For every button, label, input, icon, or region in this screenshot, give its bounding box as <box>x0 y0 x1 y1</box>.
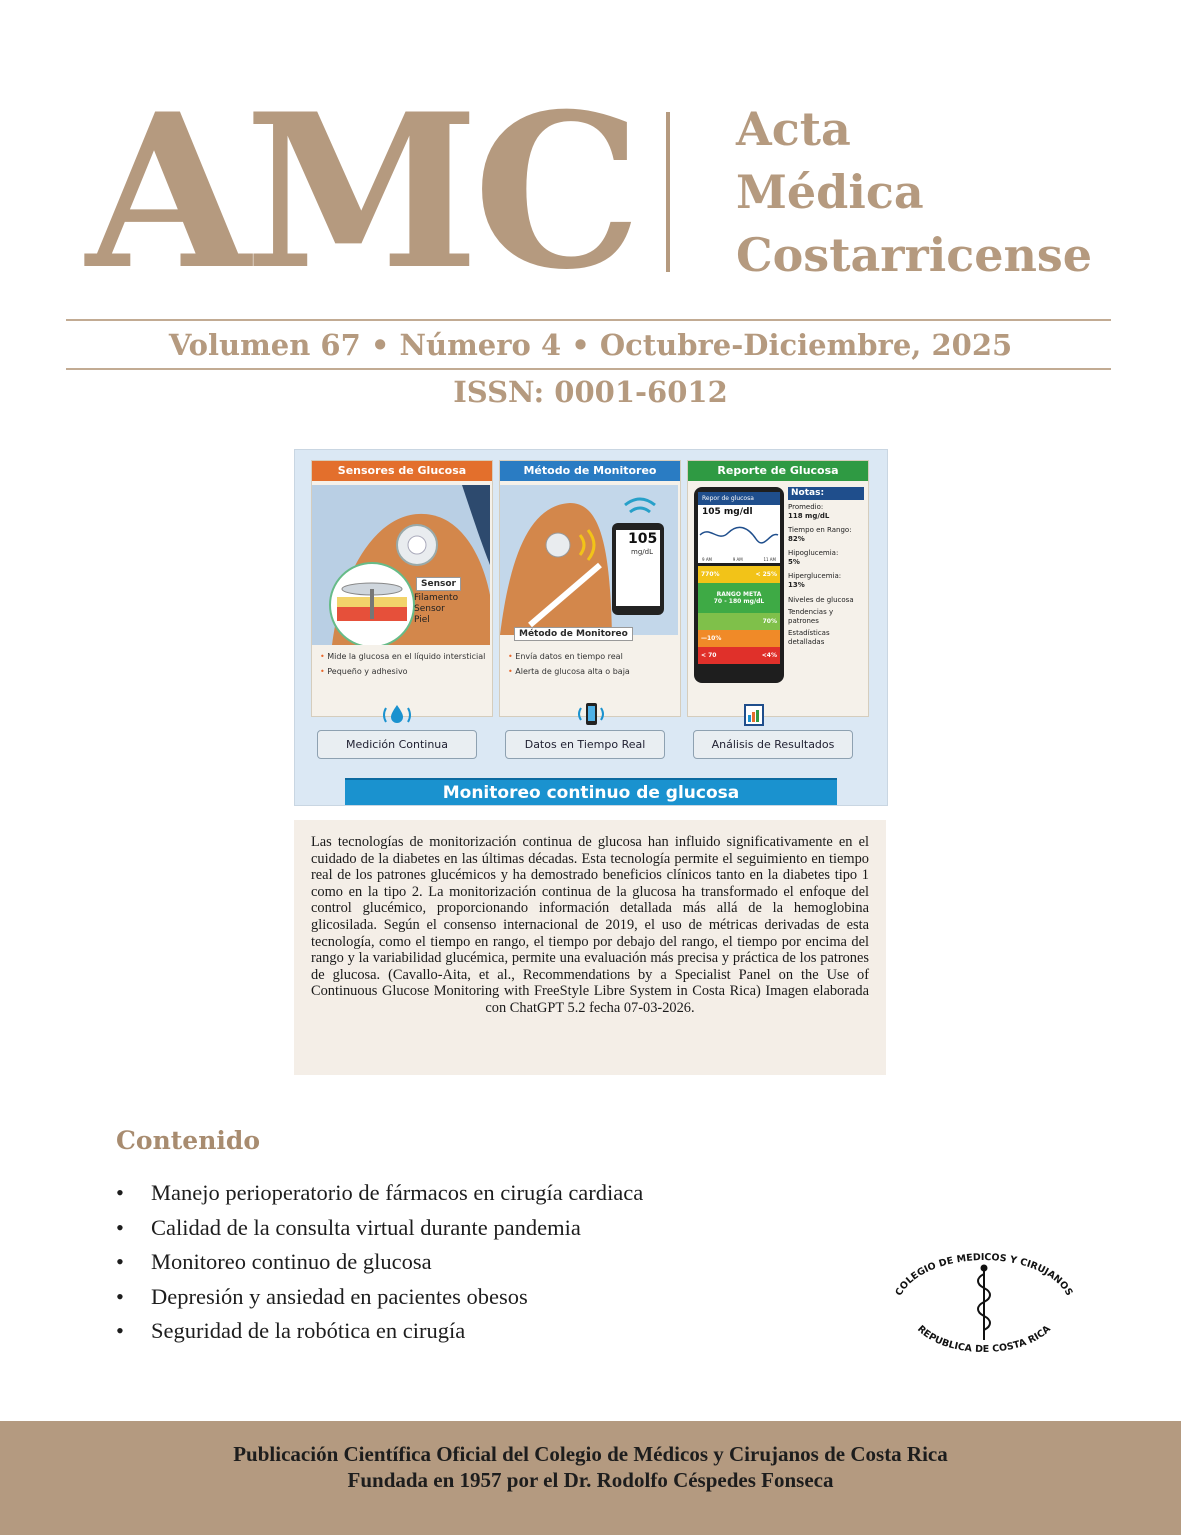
extra-bullet-item: Estadísticas detalladas <box>788 629 830 646</box>
panel-body <box>500 481 680 716</box>
chart-time: 11 AM <box>763 557 776 562</box>
chart-time: 9 AM <box>702 557 713 562</box>
range-band <box>698 647 780 664</box>
note-value: 5% <box>788 558 800 566</box>
note-item <box>788 572 864 590</box>
phone-reading-unit: mg/dL <box>631 548 653 556</box>
phone-header: Repor de glucosa <box>698 492 780 505</box>
label-sensor-2: Sensor <box>414 604 445 614</box>
contents-item: • Seguridad de la robótica en cirugía <box>116 1318 466 1343</box>
bullet-item: • Alerta de glucosa alta o baja <box>508 666 674 677</box>
journal-name-line: Médica <box>736 165 924 219</box>
range-band-left: RANGO META <box>716 591 762 598</box>
extra-bullet-item: Niveles de glucosa <box>788 596 854 604</box>
smartphone-icon <box>576 702 606 726</box>
bullet-item: • Pequeño y adhesivo <box>320 666 486 677</box>
contents-title: Contenido <box>116 1126 261 1155</box>
note-item <box>788 549 864 567</box>
bottom-rule <box>66 368 1111 370</box>
glucose-trend-line <box>698 521 780 551</box>
range-band-right: 70 - 180 mg/dL <box>713 598 765 605</box>
contents-item: • Depresión y ansiedad en pacientes obesos <box>116 1283 528 1309</box>
range-band-right: <4% <box>761 652 777 659</box>
panel-title: Sensores de Glucosa <box>312 461 492 481</box>
contents-item-text: Calidad de la consulta virtual durante pandemia <box>151 1214 581 1240</box>
contents-item-text: Monitoreo continuo de glucosa <box>151 1249 432 1274</box>
note-value: 82% <box>788 535 805 543</box>
phone-reading: 105 <box>628 531 658 547</box>
range-band-left: —10% <box>701 635 722 642</box>
panel-monitoring <box>499 460 681 717</box>
label-stack <box>414 593 458 626</box>
cover-caption-text: Las tecnologías de monitorización continua de glucosa han influido significativamente en el cuidado de la diabetes en las últimas décadas. Esta tecnología permite el seguimiento en tiempo real de los patrones glucémicos y ha demostrado beneficios clínicos tanto en la diabetes tipo 1 como en la tipo 2. La monitorización continua de la glucosa ha transformado el enfoque del control glucémico, proporcionando información detallada más allá de la hemoglobina glicosilada. Según el consenso internacional de 2019, el uso de métricas derivadas de esta tecnología, como el tiempo en rango, el tiempo por debajo del rango, el tiempo por encima del rango y la variabilidad glucémica, permite una evaluación más precisa y práctica de los patrones de glucosa. (Cavallo-Aita, et al., Recommendations by a Specialist Panel on the Use of Continuous Glucose Monitoring with FreeStyle Libre System in Costa Rica) Imagen elaborada con ChatGPT 5.2 fecha 07-03-2026. <box>311 834 869 1016</box>
notes-title: Notas: <box>788 487 864 500</box>
journal-name-line: Costarricense <box>736 228 1093 282</box>
range-band <box>698 613 780 630</box>
panel-title: Reporte de Glucosa <box>688 461 868 481</box>
btn-results-analysis: Análisis de Resultados <box>693 730 853 759</box>
extra-bullets <box>788 596 864 647</box>
footer-line-1: Publicación Científica Oficial del Colegio de Médicos y Cirujanos de Costa Rica <box>233 1442 948 1466</box>
method-caption: Método de Monitoreo <box>514 627 633 641</box>
cover-caption-box <box>294 820 886 1075</box>
journal-name-line: Acta <box>736 102 851 156</box>
top-rule <box>66 319 1111 321</box>
volume-line: Volumen 67 • Número 4 • Octubre-Diciembre, 2025 <box>168 328 1013 362</box>
note-value: 13% <box>788 581 805 589</box>
note-value: 118 mg/dL <box>788 512 830 520</box>
contents-item: • Manejo perioperatorio de fármacos en cirugía cardiaca <box>116 1180 644 1205</box>
extra-bullet-item: Tendencias y patrones <box>788 608 834 625</box>
contents-item-text: Depresión y ansiedad en pacientes obesos <box>151 1283 528 1309</box>
note-label: Promedio: <box>788 503 824 511</box>
panel-bullets <box>320 651 486 677</box>
btn-real-time-data: Datos en Tiempo Real <box>505 730 665 759</box>
label-sensor: Sensor <box>416 577 461 591</box>
btn-continuous-measurement: Medición Continua <box>317 730 477 759</box>
label-filament: Filamento <box>414 593 459 603</box>
contents-item: • Monitoreo continuo de glucosa <box>116 1249 432 1274</box>
phone-chart-reading: 105 mg/dl <box>702 507 753 517</box>
bullet-item: • Mide la glucosa en el líquido intersticial <box>320 651 486 662</box>
report-notes <box>788 487 864 650</box>
time-in-range-bands <box>698 566 780 664</box>
clipboard-chart-icon <box>739 702 769 726</box>
college-seal <box>884 1248 1084 1358</box>
panel-report <box>687 460 869 717</box>
chart-time: 9 AM <box>732 557 743 562</box>
bullet-item: • Envía datos en tiempo real <box>508 651 674 662</box>
cover-infographic <box>294 449 888 806</box>
contents-item: • Calidad de la consulta virtual durante pandemia <box>116 1214 581 1240</box>
panel-body <box>312 481 492 716</box>
arm-phone-illustration <box>500 485 678 635</box>
contents-item-text: Manejo perioperatorio de fármacos en cirugía cardiaca <box>151 1180 644 1205</box>
range-band-right: < 25% <box>755 571 777 578</box>
seal-top-text: COLEGIO DE MEDICOS Y CIRUJANOS <box>893 1251 1075 1298</box>
range-band <box>698 566 780 583</box>
water-drop-icon <box>382 702 412 726</box>
seal-bottom-text: REPUBLICA DE COSTA RICA <box>915 1323 1053 1356</box>
panel-bullets <box>508 651 674 677</box>
chart-times <box>702 557 776 562</box>
logo-divider <box>666 112 670 272</box>
notes-list <box>788 503 864 590</box>
panel-title: Método de Monitoreo <box>500 461 680 481</box>
note-item <box>788 526 864 544</box>
contents-item-text: Seguridad de la robótica en cirugía <box>151 1318 466 1343</box>
phone-chart <box>698 505 780 563</box>
arm-sensor-illustration <box>312 485 490 645</box>
range-band-right: 70% <box>762 618 777 625</box>
range-band <box>698 583 780 613</box>
caduceus-icon <box>978 1266 990 1341</box>
note-label: Hipoglucemia: <box>788 549 839 557</box>
footer-line-2: Fundada en 1957 por el Dr. Rodolfo Céspedes Fonseca <box>347 1468 834 1492</box>
note-label: Hiperglucemia: <box>788 572 842 580</box>
infographic-banner: Monitoreo continuo de glucosa <box>345 778 837 806</box>
label-skin: Piel <box>414 615 430 625</box>
note-label: Tiempo en Rango: <box>788 526 852 534</box>
journal-name <box>736 98 1092 287</box>
report-phone <box>694 487 784 683</box>
journal-logo-amc: AMC <box>86 67 636 316</box>
panel-body <box>688 481 868 716</box>
issn-line: ISSN: 0001-6012 <box>453 375 728 409</box>
range-band-left: < 70 <box>701 652 717 659</box>
panel-sensors <box>311 460 493 717</box>
range-band <box>698 630 780 647</box>
contents-list <box>116 1176 643 1349</box>
range-band-left: 770% <box>701 571 720 578</box>
note-item <box>788 503 864 521</box>
footer-bar <box>0 1421 1181 1535</box>
